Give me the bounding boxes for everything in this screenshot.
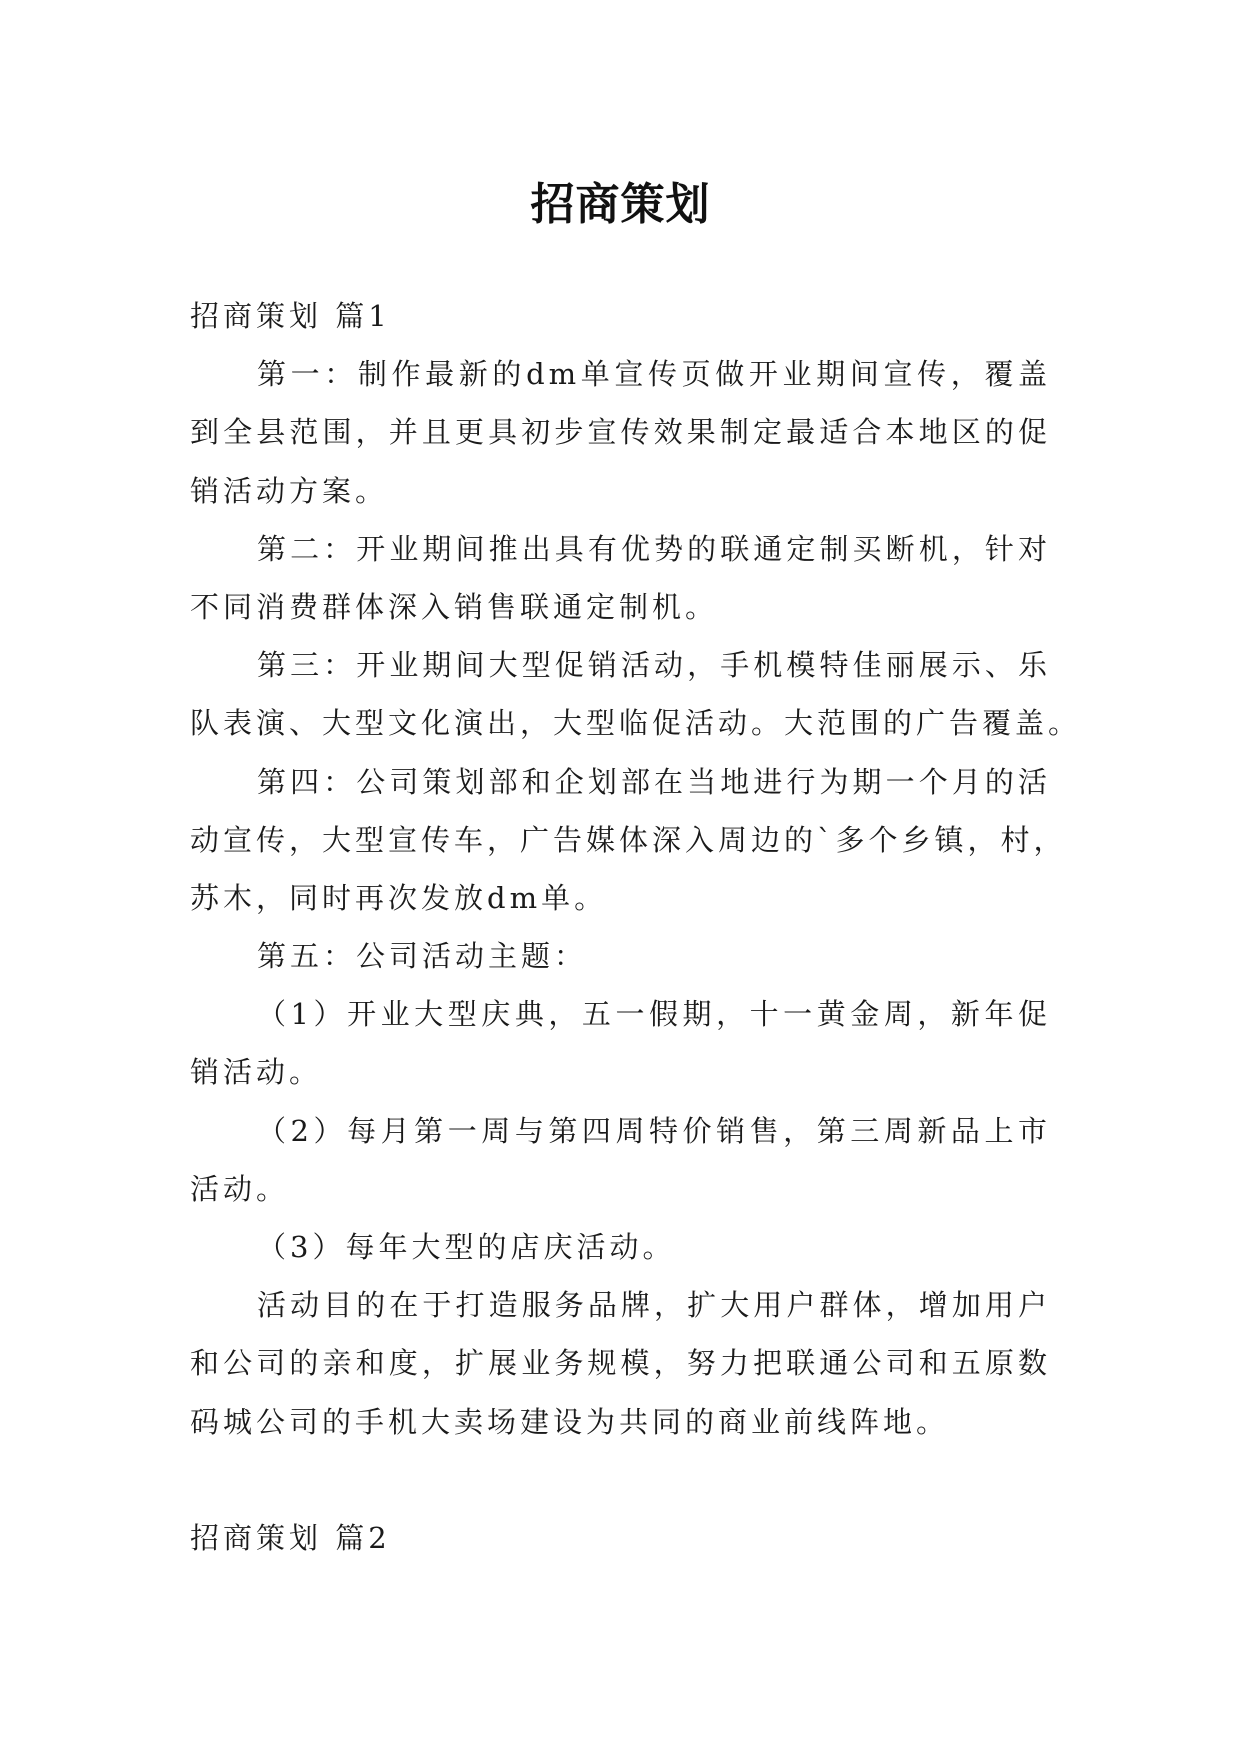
paragraph-line: 活动。 bbox=[190, 1171, 290, 1206]
paragraph-5 bbox=[190, 927, 1051, 985]
paragraph-line: 不同消费群体深入销售联通定制机。 bbox=[190, 589, 719, 624]
paragraph-line: 到全县范围，并且更具初步宣传效果制定最适合本地区的促 bbox=[190, 415, 1051, 450]
paragraph-line: 销活动。 bbox=[190, 1055, 323, 1090]
paragraph-line: 活动目的在于打造服务品牌，扩大用户群体，增加用户 bbox=[257, 1288, 1051, 1323]
paragraph-6 bbox=[190, 985, 1051, 1101]
paragraph-1 bbox=[190, 345, 1051, 520]
paragraph-line: 和公司的亲和度，扩展业务规模，努力把联通公司和五原数 bbox=[190, 1346, 1051, 1381]
section-heading: 招商策划 篇1 bbox=[190, 299, 391, 333]
paragraph-4 bbox=[190, 753, 1067, 928]
document-title: 招商策划 bbox=[530, 179, 711, 230]
paragraph-line: 码城公司的手机大卖场建设为共同的商业前线阵地。 bbox=[190, 1404, 950, 1439]
paragraph-line: 苏木，同时再次发放dm单。 bbox=[190, 880, 608, 915]
paragraph-9 bbox=[190, 1276, 1051, 1451]
document-body bbox=[190, 287, 1082, 1567]
paragraph-8 bbox=[190, 1218, 1051, 1276]
paragraph-line: 队表演、大型文化演出，大型临促活动。大范围的广告覆盖。 bbox=[190, 706, 1082, 741]
section-2 bbox=[190, 1509, 1051, 1567]
paragraph-line: 动宣传，大型宣传车，广告媒体深入周边的`多个乡镇，村， bbox=[190, 822, 1067, 857]
paragraph-line: （3）每年大型的店庆活动。 bbox=[257, 1230, 676, 1264]
paragraph-line: 第三：开业期间大型促销活动，手机模特佳丽展示、乐 bbox=[257, 648, 1051, 683]
section-heading: 招商策划 篇2 bbox=[190, 1520, 391, 1555]
section-1 bbox=[190, 287, 1082, 1451]
paragraph-3 bbox=[190, 636, 1082, 752]
paragraph-2 bbox=[190, 520, 1051, 636]
paragraph-line: 销活动方案。 bbox=[190, 473, 389, 508]
section-spacer bbox=[190, 1451, 1051, 1509]
paragraph-line: 第五：公司活动主题： bbox=[257, 939, 588, 974]
paragraph-7 bbox=[190, 1102, 1051, 1218]
paragraph-line: （1）开业大型庆典，五一假期，十一黄金周，新年促 bbox=[257, 997, 1051, 1032]
paragraph-line: （2）每月第一周与第四周特价销售，第三周新品上市 bbox=[257, 1113, 1051, 1148]
paragraph-line: 第一：制作最新的dm单宣传页做开业期间宣传，覆盖 bbox=[257, 357, 1051, 392]
paragraph-line: 第四：公司策划部和企划部在当地进行为期一个月的活 bbox=[257, 764, 1051, 799]
paragraph-line: 第二：开业期间推出具有优势的联通定制买断机，针对 bbox=[257, 531, 1051, 566]
